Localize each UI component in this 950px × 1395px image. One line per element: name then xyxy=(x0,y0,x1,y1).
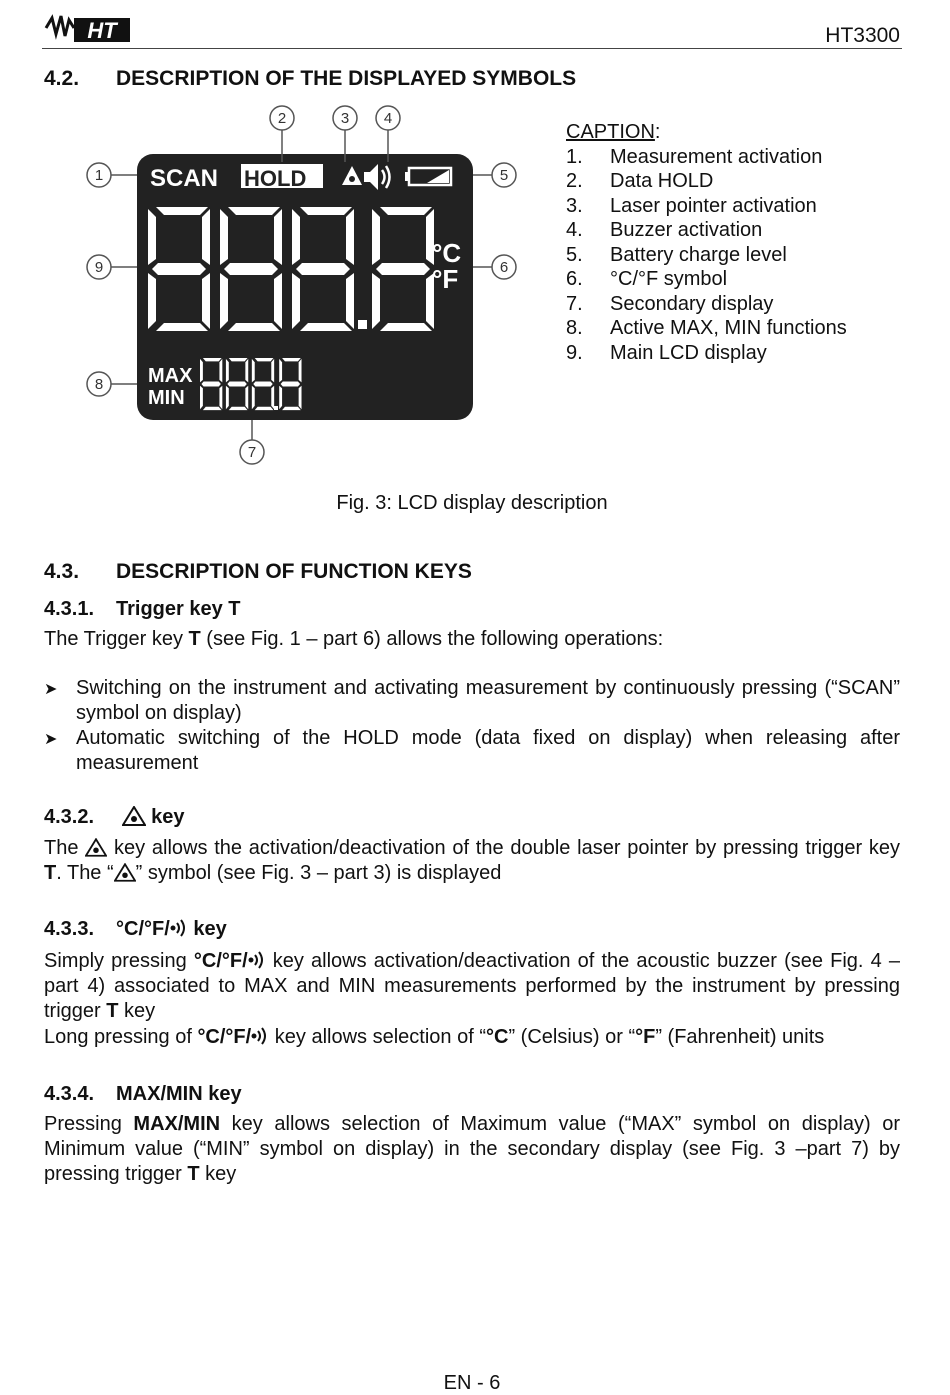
buzzer-key-paragraph-2: Long pressing of °C/°F/ key allows selection of “°C” (Celsius) or “°F” (Fahrenheit) units xyxy=(44,1026,825,1048)
scan-symbol: SCAN xyxy=(150,165,219,192)
arrow-bullet-icon: ➤ xyxy=(44,731,58,748)
callout-1: 1 xyxy=(94,167,104,184)
caption-title: CAPTION xyxy=(566,121,655,143)
hold-symbol: HOLD xyxy=(244,166,307,191)
section-4-3-2-heading: 4.3.2. key xyxy=(44,806,185,828)
caption-item: 1. Measurement activation xyxy=(566,145,823,168)
header-divider xyxy=(42,48,902,49)
min-symbol: MIN xyxy=(148,387,185,409)
figure-caption: Fig. 3: LCD display description xyxy=(336,492,608,514)
unit-buzzer-key-label: °C/°F/ xyxy=(116,918,170,940)
bullet-item: ➤ Switching on the instrument and activating measurement by continuously pressing (“SCAN” symbol on display) xyxy=(44,677,900,724)
caption-item: 5. Battery charge level xyxy=(566,243,787,266)
callout-8: 8 xyxy=(94,376,104,393)
caption-item: 8. Active MAX, MIN functions xyxy=(566,317,847,339)
laser-key-icon xyxy=(122,806,146,826)
svg-text:HT: HT xyxy=(87,18,117,43)
callout-4: 4 xyxy=(383,110,393,127)
buzzer-key-paragraph-1: Simply pressing °C/°F/ key allows activation/deactivation of the acoustic buzzer (see Fig. 4 – part 4) associated to MAX and MIN measurements performed by the instrument by pressing trigger T key xyxy=(44,950,900,1022)
callout-7: 7 xyxy=(247,444,257,461)
fahrenheit-symbol: °F xyxy=(432,264,459,294)
callout-5: 5 xyxy=(499,167,509,184)
caption-item: 6. °C/°F symbol xyxy=(566,268,728,290)
laser-key-paragraph: The key allows the activation/deactivation of the double laser pointer by pressing trigger key T. The “ ” symbol (see Fig. 3 – part 3) is displayed xyxy=(44,837,900,884)
caption-item: 9. Main LCD display xyxy=(566,341,767,364)
section-4-3-heading: 4.3. DESCRIPTION OF FUNCTION KEYS xyxy=(44,560,472,583)
buzzer-icon xyxy=(248,950,266,970)
lcd-figure xyxy=(80,102,530,472)
bullet-item: ➤ Automatic switching of the HOLD mode (data fixed on display) when releasing after measurement xyxy=(44,727,900,774)
section-4-3-3-heading: 4.3.3. °C/°F/ key xyxy=(44,918,227,940)
model-name: HT3300 xyxy=(825,24,900,47)
max-symbol: MAX xyxy=(148,365,193,387)
section-4-3-4-heading: 4.3.4. MAX/MIN key xyxy=(44,1083,242,1105)
caption-list: CAPTION: 1. Measurement activation 2. Data HOLD 3. Laser pointer activation 4. Buzzer activation 5. Battery charge level 6. °C/°F symbol 7. Secondary display 8. Active MAX, MIN functions 9. Main LCD display xyxy=(566,121,847,364)
laser-icon xyxy=(85,838,107,857)
caption-item: 2. Data HOLD xyxy=(566,170,714,192)
callout-6: 6 xyxy=(499,259,509,276)
callout-2: 2 xyxy=(277,110,287,127)
buzzer-icon xyxy=(251,1026,269,1046)
trigger-bullets xyxy=(44,676,900,776)
laser-icon xyxy=(114,863,136,882)
trigger-intro: The Trigger key T (see Fig. 1 – part 6) allows the following operations: xyxy=(44,628,664,650)
callout-3: 3 xyxy=(340,110,350,127)
arrow-bullet-icon: ➤ xyxy=(44,681,58,698)
section-4-2-heading: 4.2. DESCRIPTION OF THE DISPLAYED SYMBOLS xyxy=(44,67,577,90)
buzzer-icon xyxy=(170,918,188,938)
caption-item: 3. Laser pointer activation xyxy=(566,194,817,217)
caption-item: 7. Secondary display xyxy=(566,292,774,315)
section-4-3-1-heading: 4.3.1. Trigger key T xyxy=(44,598,241,620)
callout-9: 9 xyxy=(94,259,104,276)
ht-logo xyxy=(44,12,132,44)
page-number: EN - 6 xyxy=(443,1372,501,1394)
celsius-symbol: °C xyxy=(432,238,462,268)
caption-item: 4. Buzzer activation xyxy=(566,219,763,241)
maxmin-key-paragraph: Pressing MAX/MIN key allows selection of Maximum value (“MAX” symbol on display) or Minimum value (“MIN” symbol on display) in the secondary display (see Fig. 3 –part 7) by pressing trigger T key xyxy=(44,1113,900,1185)
